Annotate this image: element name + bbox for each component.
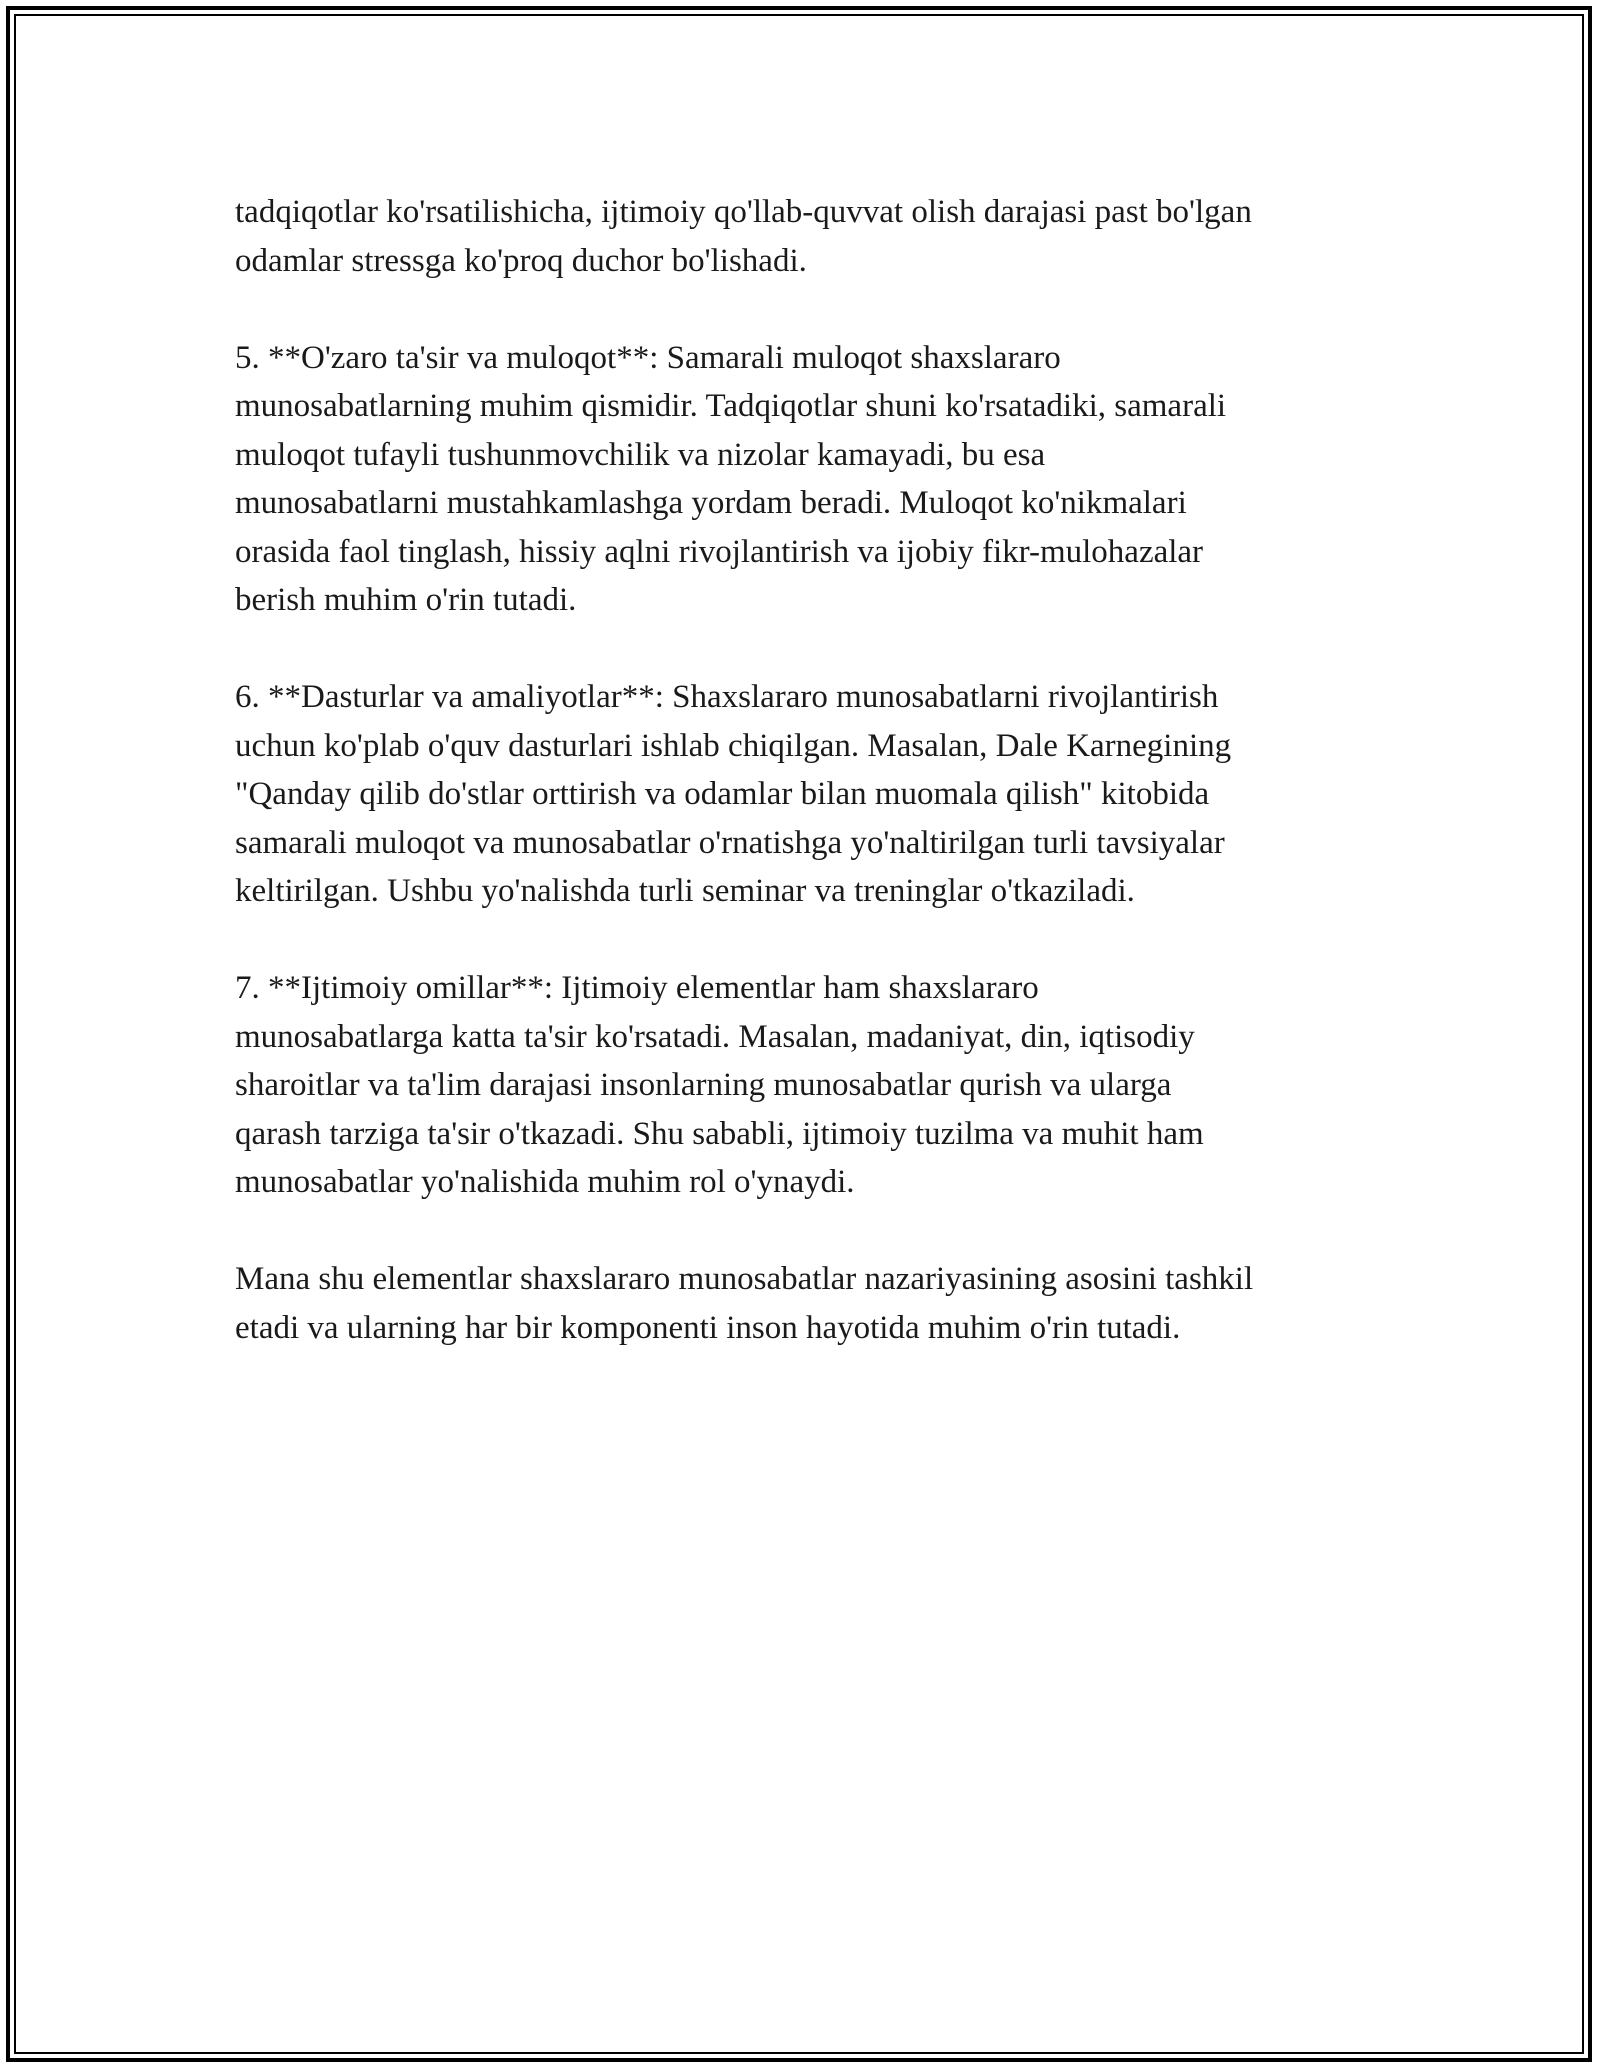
paragraph-item-6: 6. **Dasturlar va amaliyotlar**: Shaxslararo munosabatlarni rivojlantirish uchun ko'plab o'quv dasturlari ishlab chiqilgan. Masalan, Dale Karnegining "Qanday qilib do'stlar orttirish va odamlar bilan muomala qilish" kitobida samarali muloqot va munosabatlar o'rnatishga yo'naltirilgan turli tavsiyalar keltirilgan. Ushbu yo'nalishda turli seminar va treninglar o'tkaziladi. [235,679,1232,909]
paragraph-conclusion: Mana shu elementlar shaxslararo munosabatlar nazariyasining asosini tashkil etadi va ularning har bir komponenti inson hayotida muhim o'rin tutadi. [235,1261,1254,1346]
paragraph-item-7: 7. **Ijtimoiy omillar**: Ijtimoiy elementlar ham shaxslararo munosabatlarga katta ta'sir ko'rsatadi. Masalan, madaniyat, din, iqtisodiy sharoitlar va ta'lim darajasi insonlarning munosabatlar qurish va ularga qarash tarziga ta'sir o'tkazadi. Shu sababli, ijtimoiy tuzilma va muhit ham munosabatlar yo'nalishida muhim rol o'ynaydi. [235,970,1204,1200]
paragraph-item-5: 5. **O'zaro ta'sir va muloqot**: Samarali muloqot shaxslararo munosabatlarning muhim qismidir. Tadqiqotlar shuni ko'rsatadiki, samarali muloqot tufayli tushunmovchilik va nizolar kamayadi, bu esa munosabatlarni mustahkamlashga yordam beradi. Muloqot ko'nikmalari orasida faol tinglash, hissiy aqlni rivojlantirish va ijobiy fikr-mulohazalar berish muhim o'rin tutadi. [235,339,1227,618]
paragraph-intro-continuation: tadqiqotlar ko'rsatilishicha, ijtimoiy qo'llab-quvvat olish darajasi past bo'lgan odamlar stressga ko'proq duchor bo'lishadi. [235,194,1252,279]
document-body [235,188,1380,1401]
